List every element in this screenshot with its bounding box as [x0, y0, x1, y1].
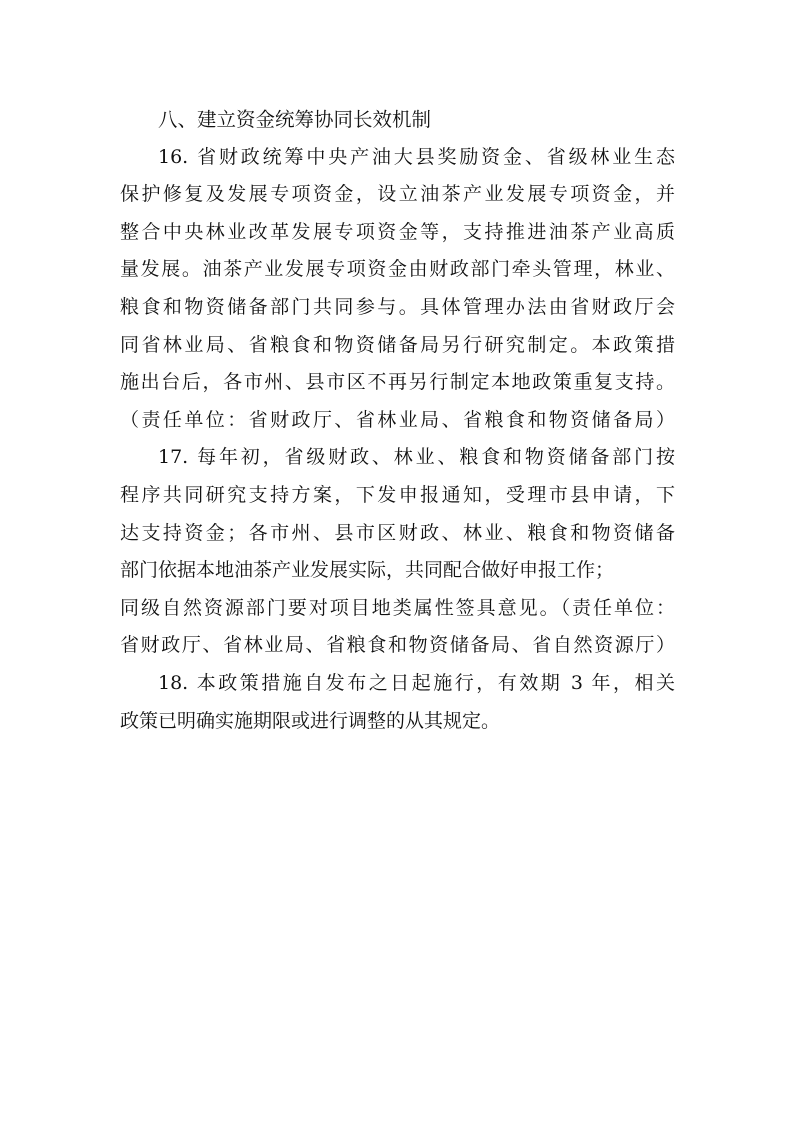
paragraph-line: 整合中央林业改革发展专项资金等，支持推进油茶产业高质 — [120, 220, 675, 243]
paragraph-line: 17. 每年初，省级财政、林业、粮食和物资储备部门按 — [158, 446, 675, 469]
paragraph-16 — [120, 139, 675, 440]
paragraph-line: 部门依据本地油茶产业发展实际，共同配合做好申报工作； — [120, 559, 615, 582]
document-body — [120, 101, 675, 740]
paragraph-line: 量发展。油茶产业发展专项资金由财政部门牵头管理，林业、 — [120, 258, 675, 281]
paragraph-line: 同级自然资源部门要对项目地类属性签具意见。（责任单位： — [120, 596, 675, 619]
paragraph-line: （责任单位：省财政厅、省林业局、省粮食和物资储备局） — [120, 408, 675, 431]
paragraph-line: 程序共同研究支持方案，下发申报通知，受理市县申请，下 — [120, 483, 675, 506]
paragraph-line: 同省林业局、省粮食和物资储备局另行研究制定。本政策措 — [120, 333, 675, 356]
paragraph-line: 政策已明确实施期限或进行调整的从其规定。 — [120, 709, 501, 732]
paragraph-line: 省财政厅、省林业局、省粮食和物资储备局、省自然资源厅） — [120, 634, 675, 657]
paragraph-18 — [120, 665, 675, 740]
paragraph-line: 施出台后，各市州、县市区不再另行制定本地政策重复支持。 — [120, 371, 675, 394]
paragraph-line: 保护修复及发展专项资金，设立油茶产业发展专项资金，并 — [120, 183, 675, 206]
section-heading: 八、建立资金统筹协同长效机制 — [158, 108, 432, 131]
paragraph-line: 粮食和物资储备部门共同参与。具体管理办法由省财政厅会 — [120, 295, 675, 318]
paragraph-17 — [120, 439, 675, 665]
paragraph-line: 达支持资金；各市州、县市区财政、林业、粮食和物资储备 — [120, 521, 675, 544]
paragraph-line: 18. 本政策措施自发布之日起施行，有效期 3 年，相关 — [158, 671, 675, 694]
paragraph-line: 16. 省财政统筹中央产油大县奖励资金、省级林业生态 — [158, 145, 675, 168]
